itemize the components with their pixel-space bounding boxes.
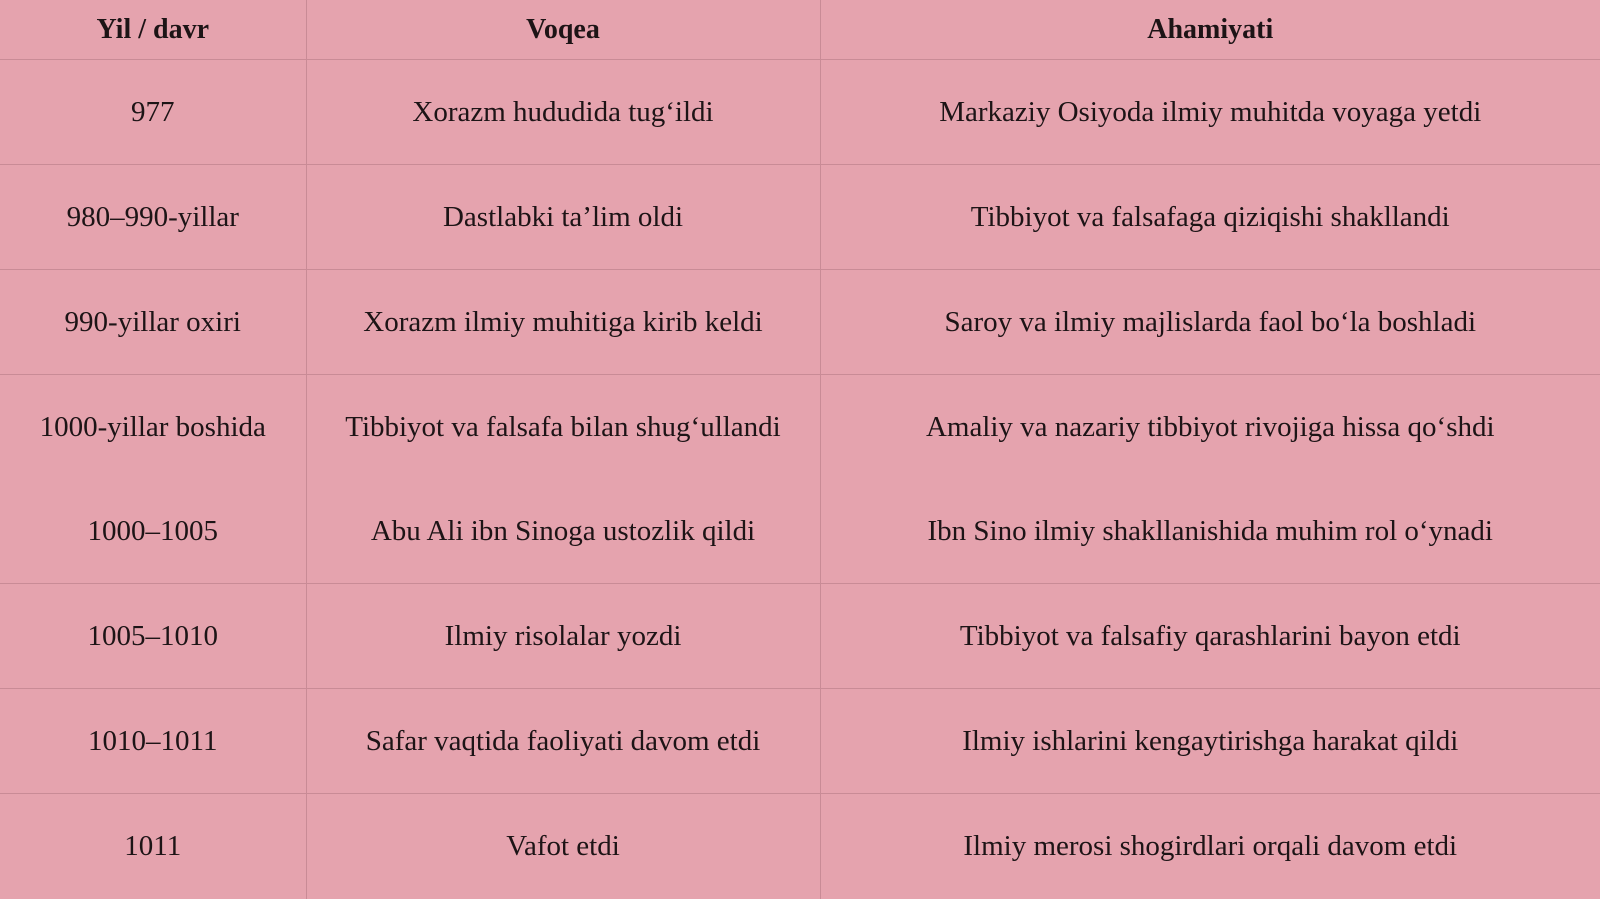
cell-event: Xorazm hududida tug‘ildi	[306, 60, 820, 165]
cell-significance: Ibn Sino ilmiy shakllanishida muhim rol o‘ynadi	[820, 479, 1600, 584]
table-row	[0, 270, 1600, 375]
cell-significance: Amaliy va nazariy tibbiyot rivojiga hissa qo‘shdi	[820, 375, 1600, 480]
header-event: Voqea	[306, 0, 820, 60]
cell-event: Vafot etdi	[306, 794, 820, 899]
cell-event: Dastlabki ta’lim oldi	[306, 165, 820, 270]
header-year-period: Yil / davr	[0, 0, 306, 60]
header-significance: Ahamiyati	[820, 0, 1600, 60]
table-row	[0, 479, 1600, 584]
table-row	[0, 689, 1600, 794]
table-row	[0, 794, 1600, 899]
cell-year: 1000-yillar boshida	[39, 410, 266, 443]
cell-event: Tibbiyot va falsafa bilan shug‘ullandi	[306, 375, 820, 480]
cell-event: Safar vaqtida faoliyati davom etdi	[306, 689, 820, 794]
cell-event: Ilmiy risolalar yozdi	[306, 584, 820, 689]
cell-year: 1005–1010	[0, 584, 306, 689]
cell-year: 990-yillar oxiri	[0, 270, 306, 375]
cell-significance: Tibbiyot va falsafaga qiziqishi shakllandi	[820, 165, 1600, 270]
cell-year: 1010–1011	[0, 689, 306, 794]
cell-year: 1011	[124, 830, 182, 862]
table-row	[0, 584, 1600, 689]
cell-significance: Markaziy Osiyoda ilmiy muhitda voyaga yetdi	[820, 60, 1600, 165]
cell-year: 1000–1005	[0, 479, 306, 584]
cell-significance: Tibbiyot va falsafiy qarashlarini bayon etdi	[820, 584, 1600, 689]
table-header-row	[0, 0, 1600, 60]
cell-year: 977	[0, 60, 306, 165]
table-row	[0, 375, 1600, 480]
cell-year: 980–990-yillar	[0, 165, 306, 270]
cell-event: Abu Ali ibn Sinoga ustozlik qildi	[306, 479, 820, 584]
cell-significance: Ilmiy merosi shogirdlari orqali davom etdi	[820, 794, 1600, 899]
cell-event: Xorazm ilmiy muhitiga kirib keldi	[306, 270, 820, 375]
cell-significance: Ilmiy ishlarini kengaytirishga harakat qildi	[820, 689, 1600, 794]
cell-significance: Saroy va ilmiy majlislarda faol bo‘la boshladi	[820, 270, 1600, 375]
table-row	[0, 165, 1600, 270]
table-row	[0, 60, 1600, 165]
